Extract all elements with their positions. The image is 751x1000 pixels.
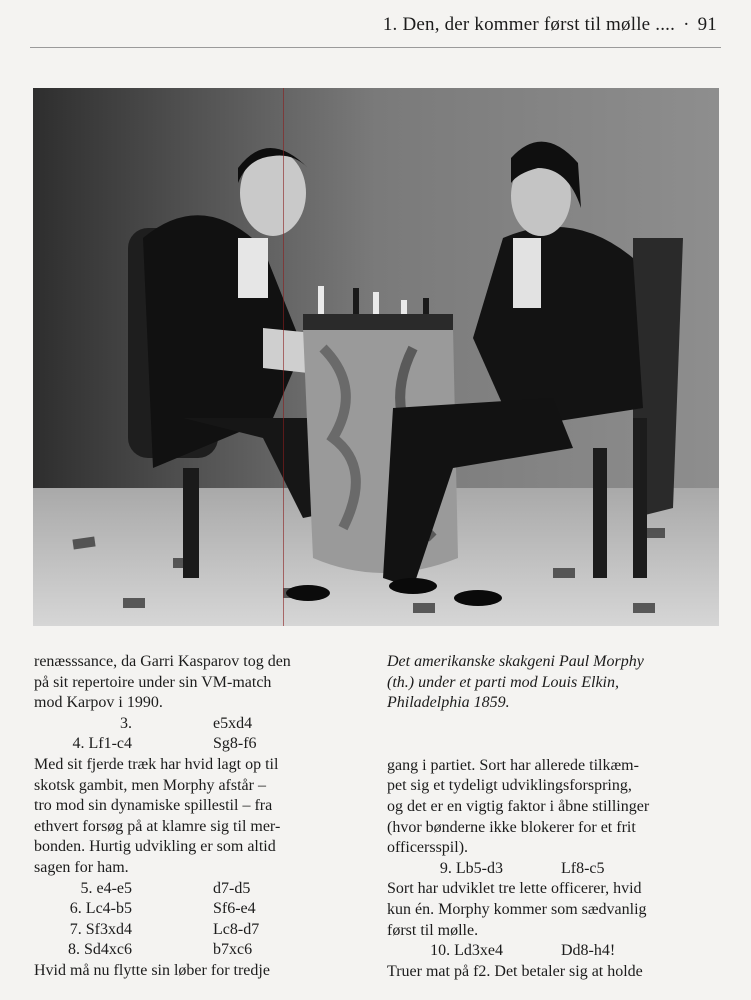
move-row bbox=[34, 920, 354, 941]
photo-caption-line: Det amerikanske skakgeni Paul Morphy bbox=[387, 653, 644, 670]
comment-line: og det er en vigtig faktor i åbne stillinger bbox=[387, 797, 650, 815]
move-row bbox=[34, 940, 354, 961]
move-row bbox=[34, 879, 354, 900]
comment-line: kun én. Morphy kommer som sædvanlig bbox=[387, 900, 647, 918]
comment-line: pet sig et tydeligt udviklingsforspring, bbox=[387, 777, 632, 795]
white-move: 3. bbox=[120, 714, 132, 732]
page-number: 91 bbox=[697, 14, 717, 35]
comment-line: ethvert forsøg på at klamre sig til mer- bbox=[34, 817, 281, 835]
left-text-column bbox=[34, 652, 354, 982]
black-move: e5xd4 bbox=[213, 714, 253, 732]
white-move: 9. Lb5-d3 bbox=[439, 859, 503, 877]
white-move: 5. e4-e5 bbox=[80, 879, 132, 897]
comment-line: gang i partiet. Sort har allerede tilkæm- bbox=[387, 756, 639, 774]
white-move: 4. Lf1-c4 bbox=[72, 735, 132, 753]
photo-caption-line: Philadelphia 1859. bbox=[387, 694, 510, 712]
closing-line: Hvid må nu flytte sin løber for tredje bbox=[34, 961, 270, 979]
white-move: 6. Lc4-b5 bbox=[69, 900, 132, 918]
move-row bbox=[387, 859, 717, 880]
intro-line: på sit repertoire under sin VM-match bbox=[34, 673, 272, 691]
historical-photograph bbox=[33, 88, 719, 626]
comment-line: Med sit fjerde træk har hvid lagt op til bbox=[34, 755, 279, 773]
comment-line: først til mølle. bbox=[387, 921, 479, 939]
comment-line: officersspil). bbox=[387, 839, 469, 857]
white-move: 10. Ld3xe4 bbox=[430, 942, 503, 960]
spacer bbox=[387, 714, 717, 735]
comment-line: skotsk gambit, men Morphy afstår – bbox=[34, 776, 266, 794]
black-move: Sg8-f6 bbox=[213, 735, 257, 753]
move-row bbox=[34, 899, 354, 920]
black-move: Dd8-h4! bbox=[561, 942, 616, 960]
comment-line: Sort har udviklet tre lette officerer, hvid bbox=[387, 880, 642, 898]
black-move: Lc8-d7 bbox=[213, 920, 260, 938]
move-row bbox=[387, 941, 717, 962]
black-move: d7-d5 bbox=[213, 879, 251, 897]
move-row bbox=[34, 714, 354, 735]
black-move: Lf8-c5 bbox=[561, 859, 605, 877]
comment-line: (hvor bønderne ikke blokerer for et frit bbox=[387, 818, 636, 836]
running-head bbox=[0, 14, 717, 36]
comment-line: bonden. Hurtig udvikling er som altid bbox=[34, 838, 276, 856]
photo-caption-line: (th.) under et parti mod Louis Elkin, bbox=[387, 673, 619, 691]
black-move: Sf6-e4 bbox=[213, 900, 256, 918]
move-row bbox=[34, 734, 354, 755]
chapter-title: 1. Den, der kommer først til mølle .... bbox=[382, 14, 676, 35]
separator-dot: · bbox=[683, 14, 690, 35]
black-move: b7xc6 bbox=[213, 941, 253, 959]
closing-line: Truer mat på f2. Det betaler sig at holde bbox=[387, 962, 643, 980]
header-rule bbox=[30, 47, 721, 48]
scan-line bbox=[283, 88, 284, 626]
white-move: 8. Sd4xc6 bbox=[68, 941, 132, 959]
comment-line: sagen for ham. bbox=[34, 858, 129, 876]
comment-line: tro mod sin dynamiske spillestil – fra bbox=[34, 797, 273, 815]
intro-line: renæsssance, da Garri Kasparov tog den bbox=[34, 653, 291, 670]
spacer bbox=[387, 735, 717, 756]
white-move: 7. Sf3xd4 bbox=[69, 920, 132, 938]
intro-line: mod Karpov i 1990. bbox=[34, 694, 163, 712]
right-text-column bbox=[387, 652, 717, 982]
